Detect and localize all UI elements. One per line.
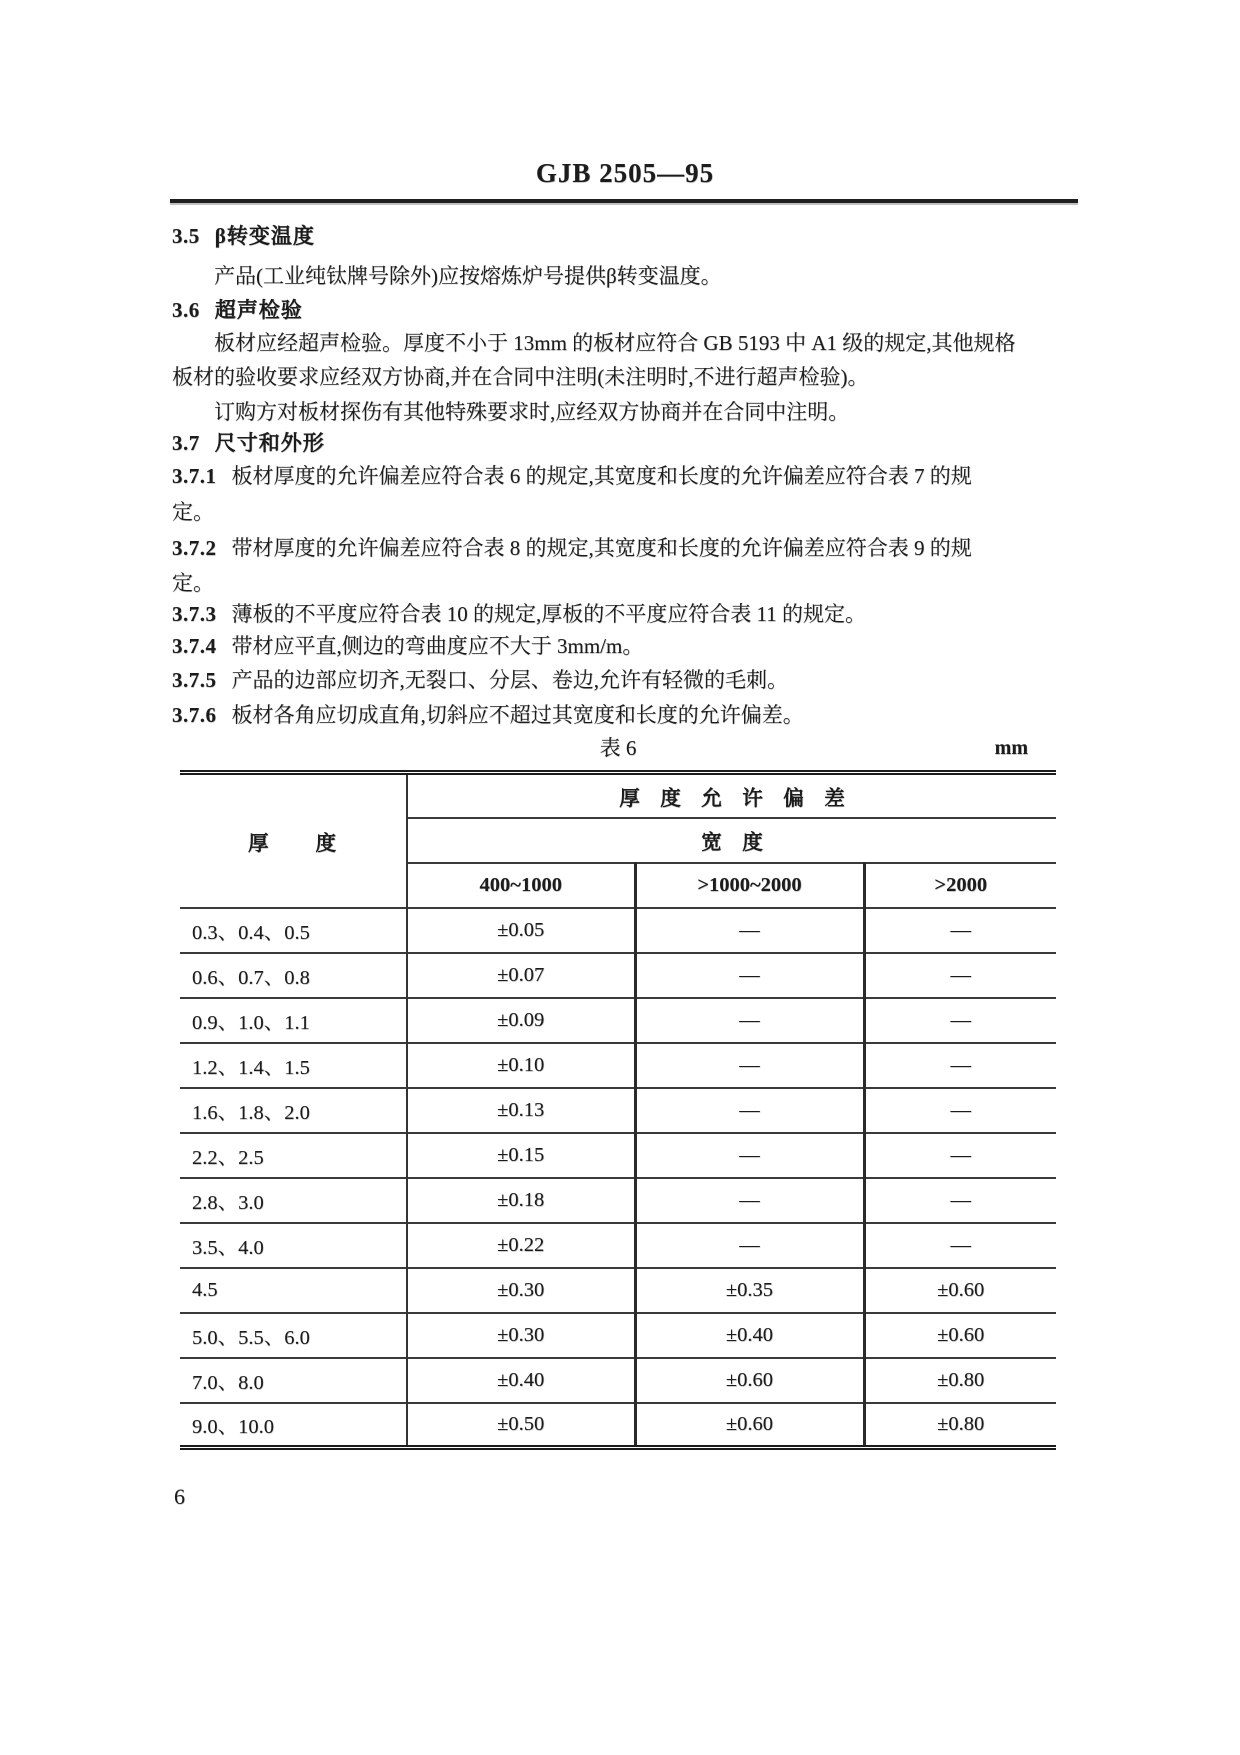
section-title: β转变温度 (214, 224, 315, 248)
tolerance-cell: — (864, 908, 1056, 953)
tolerance-cell: — (864, 998, 1056, 1043)
width-range-cell: 400~1000 (407, 863, 635, 908)
tolerance-cell: ±0.60 (635, 1403, 864, 1448)
clause-line-3-7-3 (172, 597, 1092, 631)
table6-thickness-tolerance (180, 770, 1056, 1450)
thickness-cell: 0.6、0.7、0.8 (180, 953, 407, 998)
standard-code-header: GJB 2505—95 (535, 158, 715, 188)
section-heading-3-7 (172, 426, 1092, 460)
tolerance-cell: ±0.18 (407, 1178, 635, 1223)
tolerance-cell: — (864, 1223, 1056, 1268)
clause-text: 产品的边部应切齐,无裂口、分层、卷边,允许有轻微的毛刺。 (231, 668, 788, 692)
clause-text: 薄板的不平度应符合表 10 的规定,厚板的不平度应符合表 11 的规定。 (231, 602, 866, 626)
tolerance-cell: ±0.40 (407, 1358, 635, 1403)
tolerance-cell: ±0.60 (864, 1313, 1056, 1358)
paragraph-line: 订购方对板材探伤有其他特殊要求时,应经双方协商并在合同中注明。 (214, 400, 850, 424)
tolerance-cell: ±0.07 (407, 953, 635, 998)
table-row (180, 1313, 1056, 1358)
tolerance-cell: ±0.80 (864, 1403, 1056, 1448)
clause-number: 3.7.6 (172, 703, 217, 727)
tolerance-cell: ±0.80 (864, 1358, 1056, 1403)
clause-text: 带材应平直,侧边的弯曲度应不大于 3mm/m。 (231, 634, 644, 658)
table-row (180, 1133, 1056, 1178)
tolerance-cell: ±0.50 (407, 1403, 635, 1448)
clause-number: 3.7.4 (172, 634, 217, 658)
clause-text: 板材各角应切成直角,切斜应不超过其宽度和长度的允许偏差。 (231, 703, 804, 727)
thickness-cell: 4.5 (180, 1268, 407, 1313)
table-row (180, 1043, 1056, 1088)
paragraph-line: 板材应经超声检验。厚度不小于 13mm 的板材应符合 GB 5193 中 A1 级的规定,其他规格 (214, 331, 1016, 355)
table-row (180, 953, 1056, 998)
tolerance-cell: ±0.35 (635, 1268, 864, 1313)
clause-line-3-7-6 (172, 698, 1092, 732)
thickness-cell: 7.0、8.0 (180, 1358, 407, 1403)
thickness-cell: 5.0、5.5、6.0 (180, 1313, 407, 1358)
tolerance-cell: ±0.10 (407, 1043, 635, 1088)
tolerance-cell: — (864, 1133, 1056, 1178)
paragraph-line: 板材的验收要求应经双方协商,并在合同中注明(未注明时,不进行超声检验)。 (172, 365, 869, 389)
section-number: 3.7 (172, 431, 200, 455)
tolerance-span-header-cell: 厚 度 允 许 偏 差 (407, 773, 1056, 818)
tolerance-cell: — (635, 1043, 864, 1088)
tolerance-cell: ±0.60 (635, 1358, 864, 1403)
table-caption: 表 6 (599, 736, 637, 760)
table-row (180, 998, 1056, 1043)
table-row (180, 1358, 1056, 1403)
section-title: 超声检验 (214, 298, 303, 322)
tolerance-cell: ±0.13 (407, 1088, 635, 1133)
section-title: 尺寸和外形 (214, 431, 325, 455)
clause-text: 带材厚度的允许偏差应符合表 8 的规定,其宽度和长度的允许偏差应符合表 9 的规 (231, 536, 972, 560)
tolerance-cell: ±0.30 (407, 1313, 635, 1358)
table-row (180, 908, 1056, 953)
tolerance-cell: — (635, 1133, 864, 1178)
thickness-cell: 2.2、2.5 (180, 1133, 407, 1178)
clause-line-3-7-5 (172, 663, 1092, 697)
thickness-cell: 3.5、4.0 (180, 1223, 407, 1268)
tolerance-cell: — (864, 1043, 1056, 1088)
table-header-row-1 (180, 773, 1056, 818)
thickness-cell: 9.0、10.0 (180, 1403, 407, 1448)
tolerance-cell: — (635, 998, 864, 1043)
table-row (180, 1223, 1056, 1268)
clause-number: 3.7.2 (172, 536, 217, 560)
tolerance-cell: ±0.40 (635, 1313, 864, 1358)
clause-line-wrap: 定。 (172, 500, 214, 524)
tolerance-cell: — (864, 1178, 1056, 1223)
width-header-cell: 宽 度 (407, 818, 1056, 863)
tolerance-cell: ±0.05 (407, 908, 635, 953)
thickness-cell: 2.8、3.0 (180, 1178, 407, 1223)
table-row (180, 1088, 1056, 1133)
thickness-cell: 0.9、1.0、1.1 (180, 998, 407, 1043)
tolerance-cell: — (864, 1088, 1056, 1133)
tolerance-cell: ±0.30 (407, 1268, 635, 1313)
clause-text: 板材厚度的允许偏差应符合表 6 的规定,其宽度和长度的允许偏差应符合表 7 的规 (231, 464, 972, 488)
tolerance-cell: ±0.22 (407, 1223, 635, 1268)
tolerance-cell: — (635, 908, 864, 953)
section-number: 3.5 (172, 224, 200, 248)
tolerance-cell: — (635, 1088, 864, 1133)
tolerance-cell: ±0.15 (407, 1133, 635, 1178)
clause-number: 3.7.3 (172, 602, 217, 626)
table-row (180, 1178, 1056, 1223)
clause-line-3-7-1 (172, 459, 1092, 493)
table-row (180, 1403, 1056, 1448)
thickness-cell: 0.3、0.4、0.5 (180, 908, 407, 953)
table-unit-label: mm (994, 737, 1028, 759)
clause-number: 3.7.5 (172, 668, 217, 692)
tolerance-cell: — (635, 1223, 864, 1268)
tolerance-cell: — (864, 953, 1056, 998)
thickness-corner-header-cell: 厚 度 (180, 773, 407, 908)
tolerance-cell: ±0.09 (407, 998, 635, 1043)
table-caption-row (180, 731, 1056, 765)
tolerance-cell: ±0.60 (864, 1268, 1056, 1313)
tolerance-cell: — (635, 953, 864, 998)
section-number: 3.6 (172, 298, 200, 322)
header-rule (170, 199, 1078, 203)
width-range-cell: >1000~2000 (635, 863, 864, 908)
clause-line-3-7-4 (172, 629, 1092, 663)
section-heading-3-6 (172, 293, 1092, 327)
table-row (180, 1268, 1056, 1313)
clause-line-wrap: 定。 (172, 571, 214, 595)
clause-number: 3.7.1 (172, 464, 217, 488)
section-heading-3-5 (172, 219, 1092, 253)
tolerance-cell: — (635, 1178, 864, 1223)
thickness-cell: 1.2、1.4、1.5 (180, 1043, 407, 1088)
width-range-cell: >2000 (864, 863, 1056, 908)
clause-line-3-7-2 (172, 531, 1092, 565)
paragraph-line: 产品(工业纯钛牌号除外)应按熔炼炉号提供β转变温度。 (214, 264, 722, 288)
page-number: 6 (174, 1484, 185, 1509)
thickness-cell: 1.6、1.8、2.0 (180, 1088, 407, 1133)
